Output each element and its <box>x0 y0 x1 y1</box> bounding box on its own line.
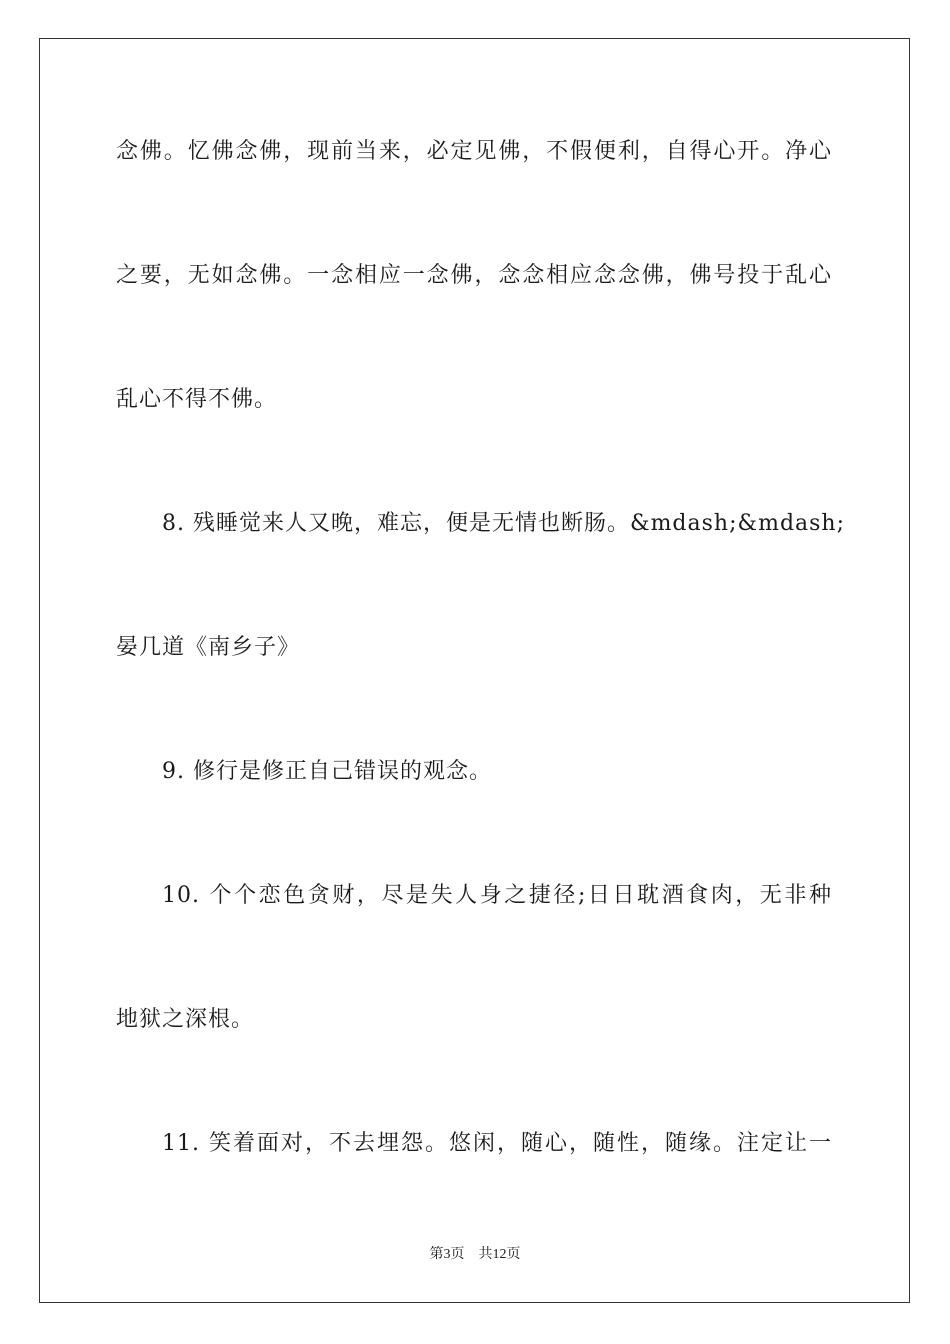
page-total: 共12页 <box>478 1247 521 1262</box>
text-line-9: 11. 笑着面对，不去埋怨。悠闲，随心，随性，随缘。注定让一 <box>162 1131 832 1156</box>
text-line-1: 念佛。忆佛念佛，现前当来，必定见佛，不假便利，自得心开。净心 <box>116 139 832 164</box>
text-line-2: 之要，无如念佛。一念相应一念佛，念念相应念念佛，佛号投于乱心 <box>116 263 832 288</box>
text-line-8: 地狱之深根。 <box>116 1007 255 1032</box>
text-line-4: 8. 残睡觉来人又晚，难忘，便是无情也断肠。&mdash;&mdash; <box>162 511 846 536</box>
page-footer <box>0 1245 950 1265</box>
text-line-5: 晏几道《南乡子》 <box>116 635 301 660</box>
text-line-3: 乱心不得不佛。 <box>116 387 278 412</box>
text-line-7: 10. 个个恋色贪财，尽是失人身之捷径;日日耽酒食肉，无非种 <box>162 883 832 908</box>
page-frame <box>39 38 910 1303</box>
text-line-6: 9. 修行是修正自己错误的观念。 <box>162 759 492 784</box>
page-number: 第3页 <box>429 1247 465 1262</box>
